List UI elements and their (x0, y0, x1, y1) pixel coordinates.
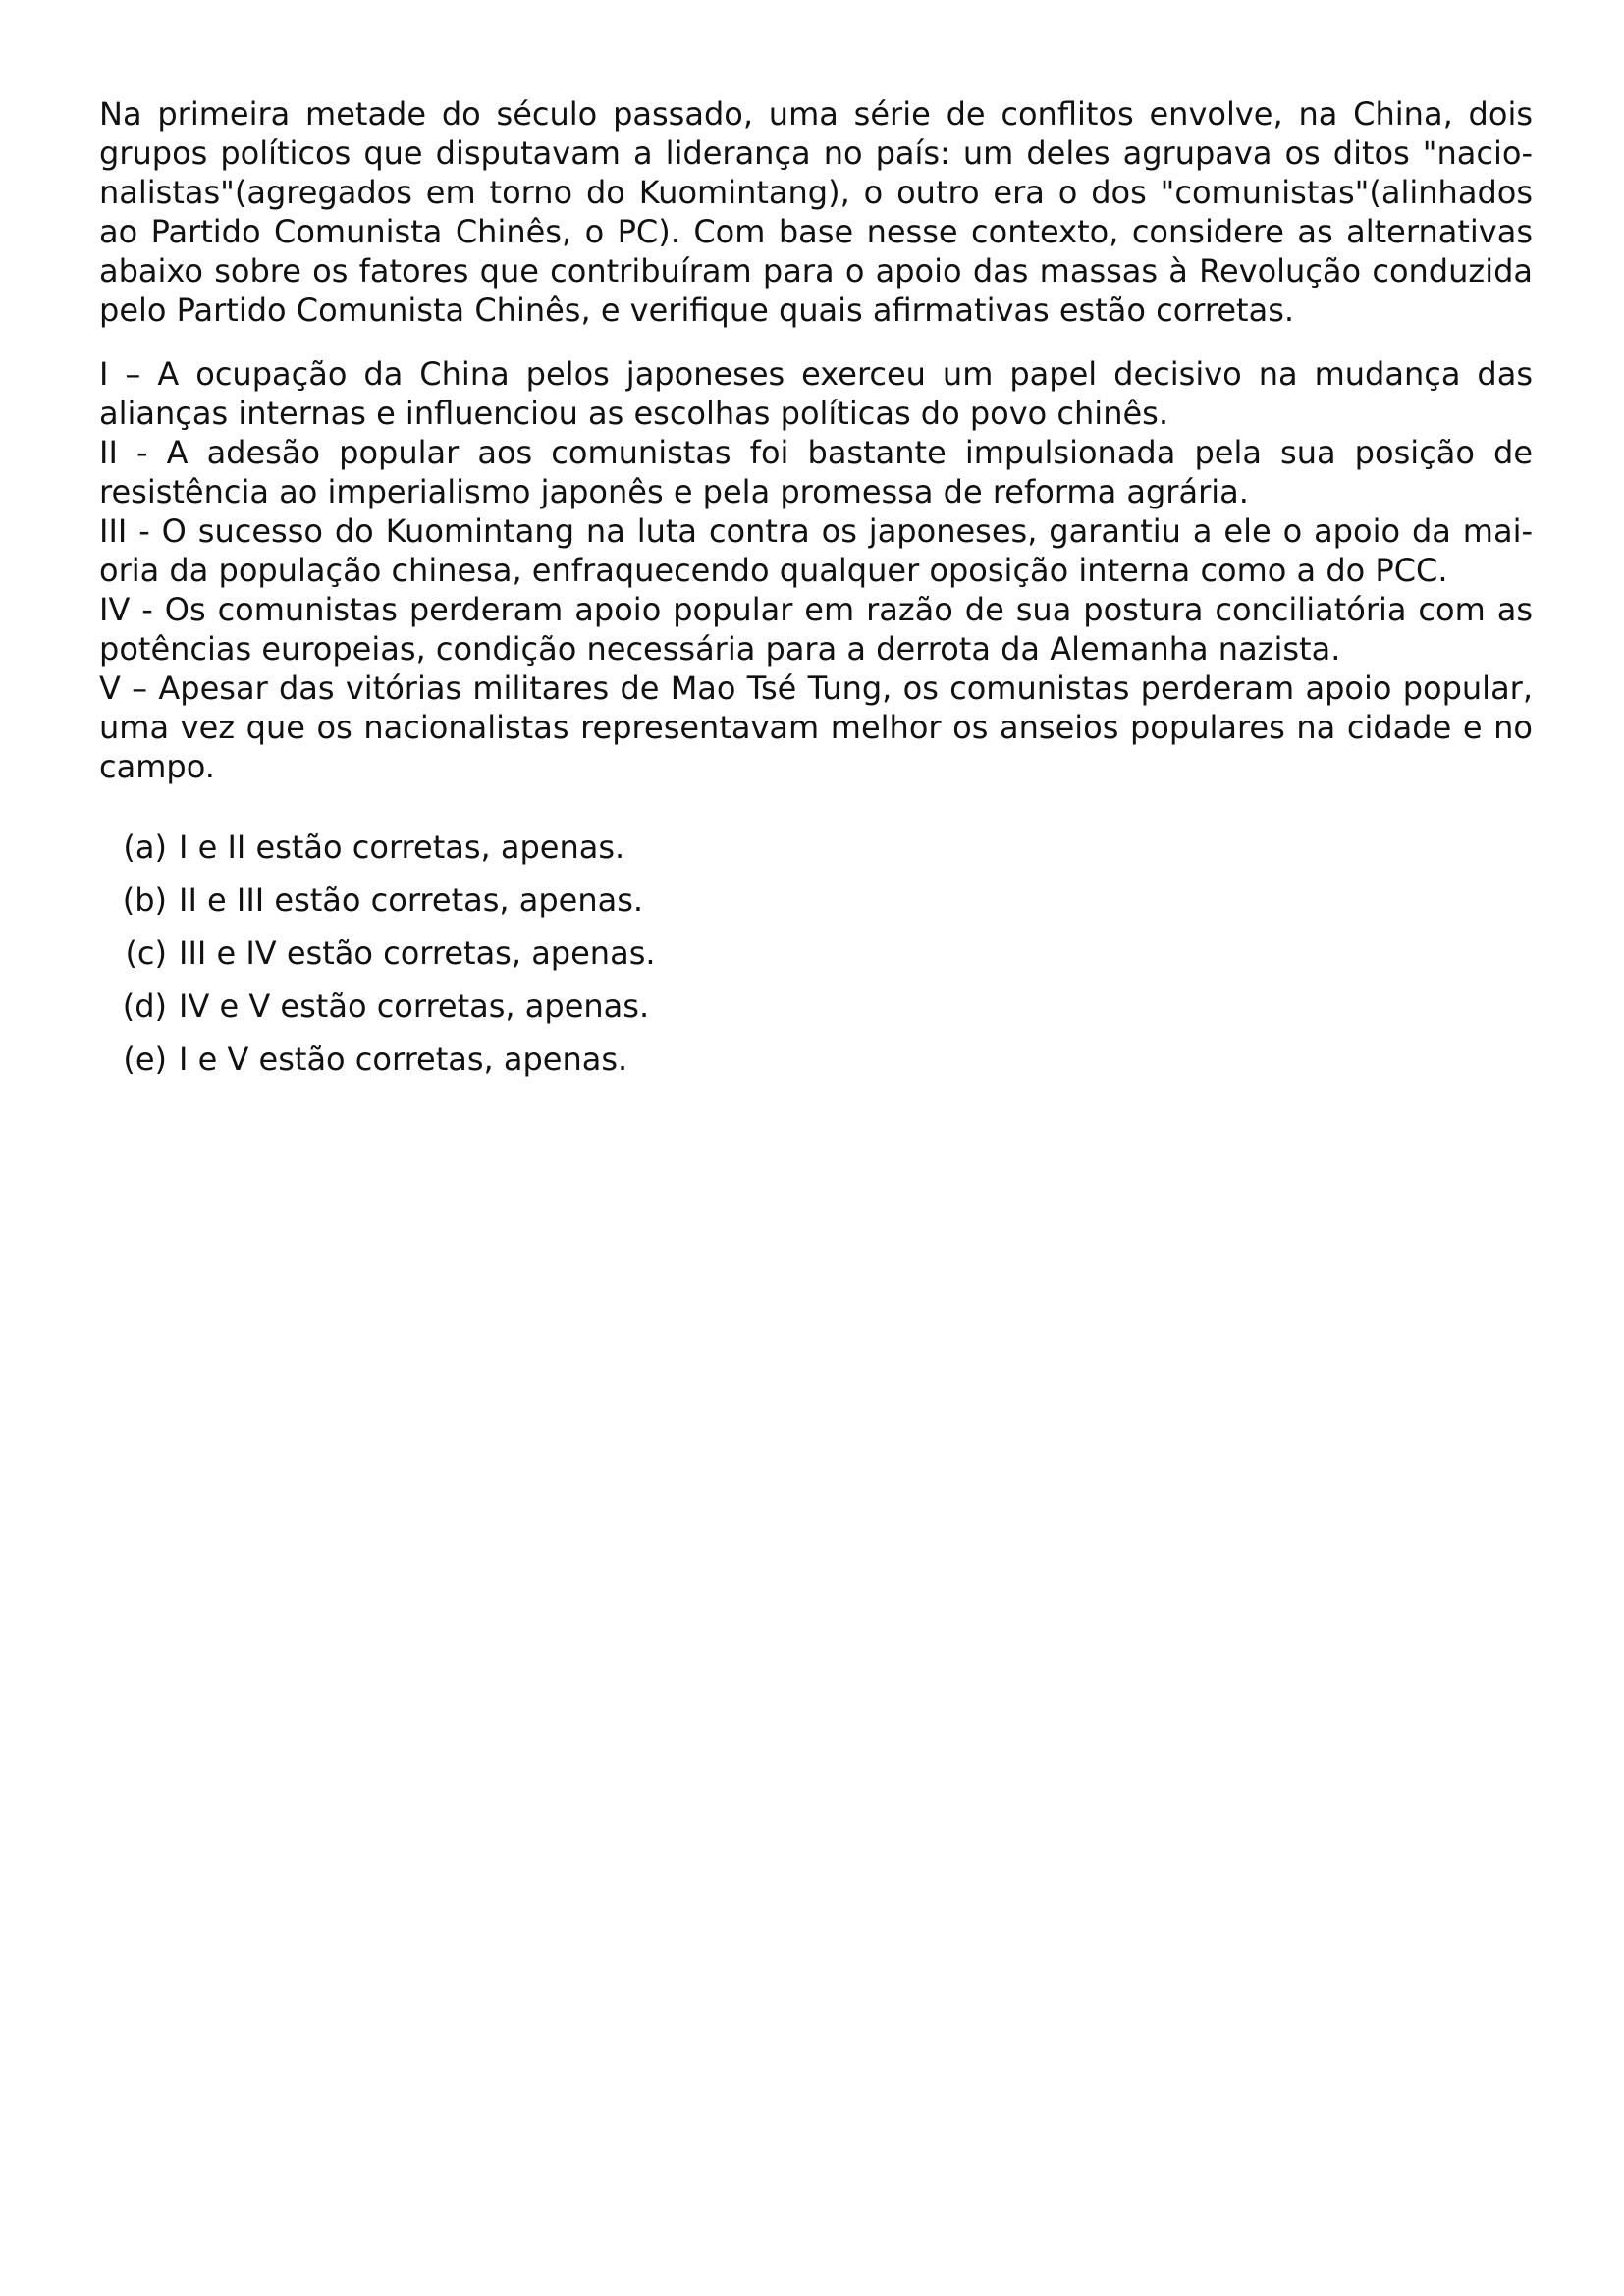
answer-options (99, 828, 1533, 1093)
option-e[interactable] (99, 1040, 1533, 1093)
option-letter: (d) (122, 988, 167, 1025)
option-letter: (b) (122, 881, 167, 919)
option-b[interactable] (99, 881, 1533, 934)
option-text: II e III estão corretas, apenas. (179, 881, 644, 919)
statement-ii: II - A adesão popular aos comunistas foi bastante impulsionada pela sua posição de resistência ao imperialismo japonês e pela promessa de reforma agrária. (99, 434, 1533, 510)
option-d[interactable] (99, 987, 1533, 1040)
question-page (99, 94, 1533, 1093)
statement-list (99, 354, 1533, 786)
option-c[interactable] (99, 934, 1533, 987)
statement-i: I – A ocupação da China pelos japoneses exerceu um papel decisivo na mudança das alianças internas e influenciou as escolhas políticas do povo chinês. (99, 355, 1533, 432)
statement-v: V – Apesar das vitórias militares de Mao Tsé Tung, os comunistas perderam apoio popular, uma vez que os nacionalistas representavam melhor os anseios populares na cidade e no campo. (99, 669, 1533, 785)
option-letter: (a) (123, 828, 167, 866)
option-text: III e IV estão corretas, apenas. (179, 934, 656, 972)
option-letter: (e) (123, 1041, 167, 1078)
option-text: IV e V estão corretas, apenas. (179, 988, 650, 1025)
option-a[interactable] (99, 828, 1533, 881)
statement-iv: IV - Os comunistas perderam apoio popular em razão de sua postura conciliatória com as potências europeias, condição necessária para a derrota da Alemanha nazista. (99, 591, 1533, 667)
option-text: I e II estão corretas, apenas. (179, 828, 625, 866)
option-text: I e V estão corretas, apenas. (179, 1041, 628, 1078)
question-intro: Na primeira metade do século passado, uma série de conflitos envolve, na China, dois grupos políticos que disputavam a liderança no país: um deles agrupava os ditos "nacionalistas"(agregados em torno do Kuomintang), o outro era o dos "comunistas"(alinhados ao Partido Comunista Chinês, o PC). Com base nesse contexto, considere as alternativas abaixo sobre os fatores que contribuíram para o apoio das massas à Revolução conduzida pelo Partido Comunista Chinês, e verifique quais afirmativas estão corretas. (99, 95, 1533, 329)
option-letter: (c) (125, 934, 167, 972)
statement-iii: III - O sucesso do Kuomintang na luta contra os japoneses, garantiu a ele o apoio da maioria da população chinesa, enfraquecendo qualquer oposição interna como a do PCC. (99, 512, 1533, 589)
